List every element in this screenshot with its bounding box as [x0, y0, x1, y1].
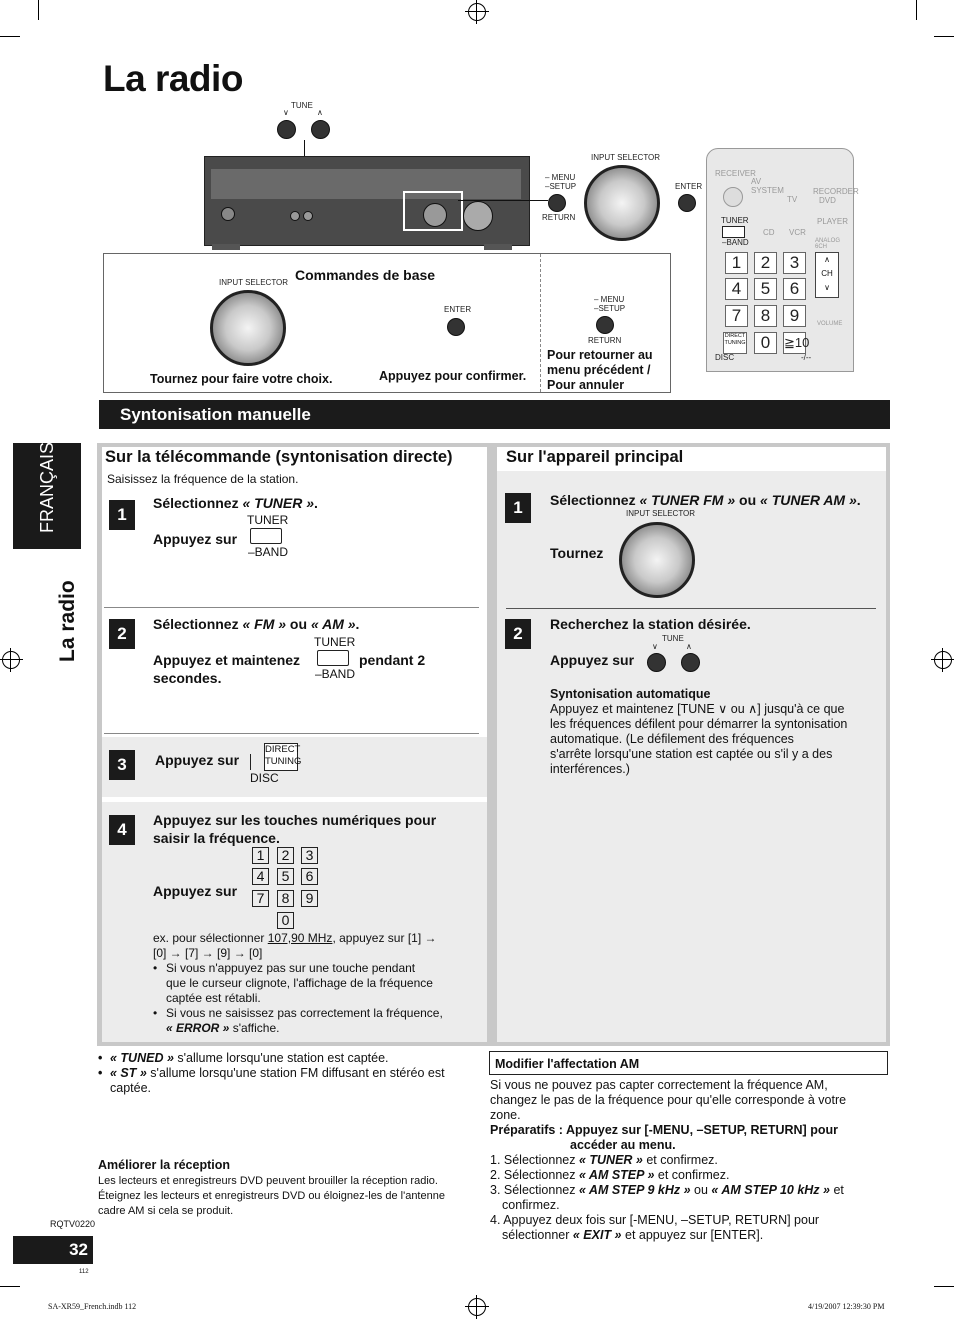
divider — [104, 607, 479, 608]
menu-label: – MENU — [545, 173, 576, 182]
remote-analog-label: ANALOG 6CH — [815, 238, 841, 250]
text: 3. Sélectionnez — [490, 1183, 579, 1197]
right-title: Sur l'appareil principal — [506, 448, 684, 466]
crop-mark — [38, 0, 39, 20]
input-selector-knob — [210, 290, 286, 366]
text: et appuyez sur [ENTER]. — [621, 1228, 764, 1242]
page-title: La radio — [103, 58, 243, 99]
remote-av-system-label: AV SYSTEM — [751, 177, 784, 195]
tune-up-button — [681, 653, 700, 672]
step4-example: ex. pour sélectionner 107,90 MHz, appuyez sur [1] → [0] → [7] → [9] → [0] • Si vous n'appuyez pas sur une touche pendant que le curseur clignote, l'affichage de la fréquence captée est rétabli. • Si vous ne saisissez pas correctement la fréquence, « ERROR » s'affiche. — [153, 931, 483, 1036]
text: « TUNER » — [578, 1153, 643, 1167]
remote-key-0: 0 — [754, 332, 777, 354]
enter-label: ENTER — [675, 182, 703, 191]
text: s'allume lorsqu'une station est captée. — [173, 1051, 389, 1065]
text: confirmez. — [502, 1198, 560, 1212]
text: accéder au menu. — [570, 1138, 676, 1152]
text: « AM STEP 10 kHz » — [711, 1183, 830, 1197]
side-language-tab — [13, 443, 81, 549]
text: « AM STEP 9 kHz » — [578, 1183, 691, 1197]
input-selector-label: INPUT SELECTOR — [626, 509, 696, 518]
improve-text — [98, 1174, 483, 1219]
enter-button — [678, 194, 696, 212]
menu-label: – MENU — [594, 295, 625, 304]
remote-ch-rocker — [815, 252, 839, 298]
remote-dash-label: -/-- — [801, 353, 812, 362]
step4-line2: saisir la fréquence. — [153, 830, 280, 846]
text: 107,90 MHz — [267, 931, 333, 945]
band-label: –BAND — [248, 545, 289, 559]
menu-setup-button — [548, 194, 566, 212]
receiver-button — [303, 211, 313, 221]
text: et confirmez. — [642, 1153, 718, 1167]
remote-ch-label: CH — [821, 269, 833, 278]
left-intro: Saisissez la fréquence de la station. — [107, 472, 299, 486]
text: s'allume lorsqu'une station FM diffusant en stéréo est — [146, 1066, 445, 1080]
text: que le curseur clignote, l'affichage de la fréquence — [166, 976, 433, 990]
page-number: 32 — [13, 1236, 93, 1264]
tune-label: TUNE — [291, 101, 313, 110]
tune-up-button — [311, 120, 330, 139]
receiver-button — [290, 211, 300, 221]
right-column — [497, 447, 886, 1042]
remote-tv-label: TV — [787, 195, 798, 204]
remote-key-5: 5 — [754, 278, 777, 300]
direct-label: DIRECT — [265, 744, 301, 755]
remote-cd-label: CD — [763, 228, 775, 237]
step-number: 3 — [109, 750, 135, 780]
remote-key-8: 8 — [754, 305, 777, 327]
step3-press: Appuyez sur — [155, 752, 240, 768]
step2-seconds: secondes. — [153, 670, 222, 686]
left-column — [102, 447, 487, 1042]
tune-down-button — [277, 120, 296, 139]
step4-line1: Appuyez sur les touches numériques pour — [153, 812, 437, 828]
text: « FM » — [242, 616, 287, 632]
remote-tuner-label: TUNER — [721, 216, 749, 225]
right-step2-press: Appuyez sur — [550, 652, 635, 668]
tune-label: TUNE — [662, 634, 684, 643]
volume-knob — [463, 201, 493, 231]
remote-tuning-label: TUNING — [724, 340, 746, 346]
text: « AM STEP » — [578, 1168, 655, 1182]
text: ex. pour sélectionner — [153, 931, 268, 945]
step2-hold: Appuyez et maintenez — [153, 652, 301, 668]
text: captée est rétabli. — [166, 991, 261, 1005]
setup-label: –SETUP — [545, 182, 577, 191]
key-5: 5 — [277, 868, 294, 885]
text: captée. — [110, 1081, 152, 1095]
step2-hold-after: pendant 2 — [359, 652, 426, 668]
direct-tuning-button — [264, 743, 302, 771]
text: s'affiche. — [229, 1021, 280, 1035]
crop-mark — [0, 1286, 20, 1287]
remote-band-label: –BAND — [722, 238, 749, 247]
remote-key-10: ≧10 — [783, 332, 806, 354]
receiver-display — [211, 169, 521, 199]
text: Sélectionnez — [153, 616, 243, 632]
text: interférences.) — [550, 762, 630, 776]
text: zone. — [490, 1108, 521, 1122]
text: sélectionner — [502, 1228, 573, 1242]
crop-mark — [916, 0, 917, 20]
remote-volume-label: VOLUME — [817, 321, 843, 327]
tune-up-glyph: ∧ — [686, 642, 692, 651]
remote-key-7: 7 — [725, 305, 748, 327]
remote-vcr-label: VCR — [789, 228, 806, 237]
auto-tuning-text — [550, 702, 882, 777]
step-number: 1 — [109, 500, 135, 530]
divider — [540, 254, 541, 392]
remote-player-label: PLAYER — [817, 217, 848, 226]
registration-mark — [468, 1298, 486, 1316]
text: . — [314, 495, 318, 511]
remote-key-9: 9 — [783, 305, 806, 327]
step1-title — [153, 495, 318, 511]
text: ou — [690, 1183, 712, 1197]
key-2: 2 — [277, 847, 294, 864]
remote-key-4: 4 — [725, 278, 748, 300]
text: Si vous ne pouvez pas capter correctement la fréquence AM, — [490, 1078, 828, 1092]
text: automatique. (Le défilement des fréquences — [550, 732, 794, 746]
section-header: Syntonisation manuelle — [99, 400, 890, 429]
tune-down-button — [647, 653, 666, 672]
remote-key-1: 1 — [725, 252, 748, 274]
text: « ST » — [110, 1066, 147, 1080]
text: et — [829, 1183, 844, 1197]
key-4: 4 — [252, 868, 269, 885]
text: Sélectionnez — [153, 495, 243, 511]
text: 1. Sélectionnez — [490, 1153, 579, 1167]
text: « TUNER FM » — [639, 492, 736, 508]
text: cadre AM si cela se produit. — [98, 1205, 234, 1217]
crop-mark — [0, 36, 20, 37]
return-label: RETURN — [542, 213, 576, 222]
key-9: 9 — [301, 890, 318, 907]
crop-mark — [934, 1286, 954, 1287]
text: Les lecteurs et enregistreurs DVD peuvent brouiller la réception radio. — [98, 1175, 438, 1187]
tuner-label: TUNER — [247, 513, 289, 527]
text: « TUNED » — [110, 1051, 174, 1065]
crop-mark — [934, 36, 954, 37]
remote-receiver-label: RECEIVER — [715, 169, 756, 178]
enter-label: ENTER — [444, 305, 472, 314]
side-language-label: FRANÇAIS — [37, 441, 57, 533]
text: ou — [286, 616, 311, 632]
text: « EXIT » — [572, 1228, 622, 1242]
tune-up-glyph: ∧ — [317, 108, 323, 117]
remote-key-6: 6 — [783, 278, 806, 300]
text: . — [355, 616, 360, 632]
text: Si vous n'appuyez pas sur une touche pendant — [166, 961, 416, 975]
step-number: 2 — [505, 619, 531, 649]
input-selector-label: INPUT SELECTOR — [219, 278, 289, 287]
chevron-down-icon: ∨ — [824, 283, 830, 292]
text: et confirmez. — [654, 1168, 730, 1182]
text: s'arrête lorsqu'une station est captée ou s'il y a des — [550, 747, 833, 761]
footer-right: 4/19/2007 12:39:30 PM — [808, 1302, 885, 1311]
text: changez le pas de la fréquence pour qu'elle corresponde à votre — [490, 1093, 847, 1107]
setup-label: –SETUP — [594, 304, 626, 313]
tuning-label: TUNING — [265, 756, 302, 767]
remote-disc-label: DISC — [715, 353, 735, 362]
chevron-up-icon: ∧ — [824, 255, 830, 264]
input-selector-knob — [584, 165, 660, 241]
input-selector-label: INPUT SELECTOR — [591, 153, 661, 162]
text: « TUNER AM » — [760, 492, 857, 508]
registration-mark — [934, 651, 952, 669]
tune-down-glyph: ∨ — [652, 642, 658, 651]
registration-mark — [2, 651, 20, 669]
menu-setup-button — [596, 316, 614, 334]
receiver-foot — [212, 244, 240, 250]
key-8: 8 — [277, 890, 294, 907]
turn-caption: Tournez pour faire votre choix. — [150, 372, 333, 386]
left-title: Sur la télécommande (syntonisation directe) — [105, 448, 453, 466]
remote-direct-label: DIRECT — [724, 333, 746, 339]
step2-title — [153, 616, 359, 632]
tuner-label: TUNER — [314, 635, 356, 649]
text: Sélectionnez — [550, 492, 640, 508]
confirm-caption: Appuyez pour confirmer. — [379, 369, 527, 383]
text: 4. Appuyez deux fois sur [-MENU, –SETUP, RETURN] pour — [490, 1213, 820, 1227]
divider — [506, 608, 876, 609]
step-number: 2 — [109, 619, 135, 649]
key-7: 7 — [252, 890, 269, 907]
step-number: 4 — [109, 815, 135, 845]
tuner-button — [317, 650, 349, 666]
remote-tuner-button — [722, 226, 745, 238]
remote-recorder-label: RECORDER — [813, 187, 859, 196]
remote-key-2: 2 — [754, 252, 777, 274]
remote-control — [706, 148, 859, 372]
footer-left: SA-XR59_French.indb 112 — [48, 1302, 137, 1311]
bracket-line — [250, 754, 251, 770]
receiver-foot — [484, 244, 512, 250]
step-number: 1 — [505, 493, 531, 523]
callout-line — [458, 200, 548, 201]
remote-key-3: 3 — [783, 252, 806, 274]
key-0: 0 — [277, 912, 294, 929]
text: « TUNER » — [242, 495, 315, 511]
text: . — [856, 492, 861, 508]
improve-title: Améliorer la réception — [98, 1158, 230, 1172]
return-caption: Pour retourner au menu précédent / Pour annuler — [547, 348, 653, 392]
key-3: 3 — [301, 847, 318, 864]
tune-down-glyph: ∨ — [283, 108, 289, 117]
text: 2. Sélectionnez — [490, 1168, 579, 1182]
highlight-box — [403, 191, 463, 231]
doc-code: RQTV0220 — [50, 1219, 96, 1229]
receiver-unit — [204, 156, 530, 246]
small-number: 112 — [79, 1269, 89, 1275]
enter-button — [447, 318, 465, 336]
power-button — [221, 207, 235, 221]
indicator-notes: • « TUNED » s'allume lorsqu'une station est captée. • « ST » s'allume lorsqu'une station FM diffusant en stéréo est captée. — [98, 1051, 483, 1096]
text: « ERROR » — [166, 1021, 230, 1035]
step1-press: Appuyez sur — [153, 531, 238, 547]
right-step1-turn: Tournez — [550, 545, 604, 561]
remote-dvd-label: DVD — [819, 196, 836, 205]
text: ou — [735, 492, 761, 508]
text: « AM » — [310, 616, 356, 632]
text: Éteignez les lecteurs et enregistreurs DVD ou éloignez-les de l'antenne — [98, 1190, 445, 1202]
text: les fréquences défilent pour démarrer la syntonisation — [550, 717, 848, 731]
band-label: –BAND — [315, 667, 356, 681]
am-box-body — [490, 1078, 890, 1243]
return-label: RETURN — [588, 336, 622, 345]
text: Préparatifs : Appuyez sur [-MENU, –SETUP, RETURN] pour — [490, 1123, 838, 1137]
basic-controls-box — [103, 253, 671, 393]
right-step1-title — [550, 492, 861, 508]
input-selector-knob — [619, 522, 695, 598]
registration-mark — [468, 3, 486, 21]
text: [0] → [7] → [9] → [0] — [153, 946, 263, 960]
text: Appuyez et maintenez [TUNE ∨ ou ∧] jusqu'à ce que — [550, 702, 845, 716]
divider — [104, 733, 479, 734]
am-box-title: Modifier l'affectation AM — [489, 1051, 888, 1075]
auto-tuning-title: Syntonisation automatique — [550, 687, 711, 701]
key-1: 1 — [252, 847, 269, 864]
tuner-button — [250, 528, 282, 544]
basic-controls-title: Commandes de base — [295, 267, 436, 283]
text: Si vous ne saisissez pas correctement la fréquence, — [166, 1006, 443, 1020]
remote-direct-tuning-button — [723, 332, 747, 354]
key-6: 6 — [301, 868, 318, 885]
disc-label: DISC — [250, 771, 279, 785]
side-section-label: La radio — [56, 580, 79, 662]
step4-press: Appuyez sur — [153, 883, 238, 899]
right-step2-title: Recherchez la station désirée. — [550, 616, 751, 632]
remote-power-button — [723, 187, 743, 207]
text: , appuyez sur [1] → — [332, 931, 437, 945]
